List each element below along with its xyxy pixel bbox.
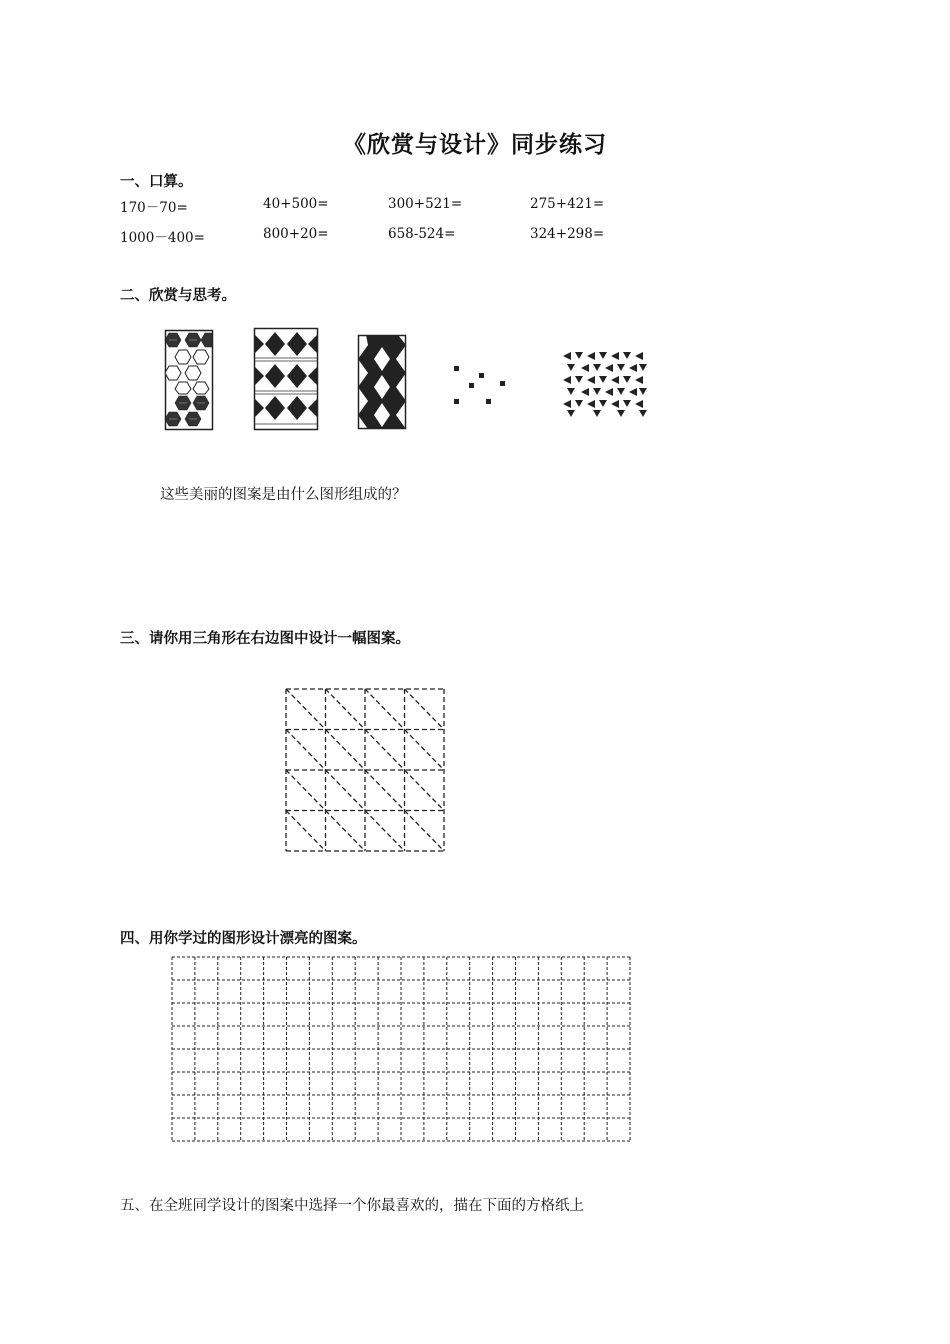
grid-diagonal [326,811,366,852]
grid-diagonal [405,689,445,730]
grid-diagonal [286,811,326,852]
section-5-text: 五、在全班同学设计的图案中选择一个你最喜欢的，描在下面的方格纸上 [120,1198,584,1214]
grid-diagonal [365,689,405,730]
grid-diagonal [405,811,445,852]
section-2-question: 这些美丽的图案是由什么图形组成的？ [160,487,407,503]
grid-diagonal [286,730,326,771]
page-title: 《欣赏与设计》同步练习 [343,131,607,158]
grid-diagonal [365,730,405,771]
diamond-pattern-icon [254,328,318,430]
grid-diagonal [365,770,405,811]
calc-item: 40+500= [263,196,329,212]
zigzag-pattern-icon [358,335,406,429]
grid-diagonal [326,689,366,730]
calc-item: 658-524= [388,226,456,242]
grid-diagonal [365,811,405,852]
section-4-heading: 四、用你学过的图形设计漂亮的图案。 [120,930,367,947]
square-design-grid[interactable] [171,956,631,1142]
grid-diagonal [326,730,366,771]
calc-item: 275+421= [530,196,605,212]
grid-diagonal [286,770,326,811]
dot-pattern-icon [450,362,510,407]
hexagon-pattern-icon [165,330,213,430]
grid-diagonal [405,770,445,811]
calc-item: 324+298= [530,226,605,242]
triangle-pattern-icon [561,350,647,418]
section-2-heading: 二、欣赏与思考。 [120,287,236,304]
calc-item: 1000－400= [120,230,205,246]
calc-item: 170－70= [120,200,188,216]
calc-item: 300+521= [388,196,463,212]
grid-diagonal [326,770,366,811]
triangle-design-grid[interactable] [285,688,445,852]
grid-diagonal [405,730,445,771]
calc-item: 800+20= [263,226,329,242]
section-3-heading: 三、请你用三角形在右边图中设计一幅图案。 [120,630,410,647]
section-1-heading: 一、口算。 [120,173,193,190]
grid-diagonal [286,689,326,730]
